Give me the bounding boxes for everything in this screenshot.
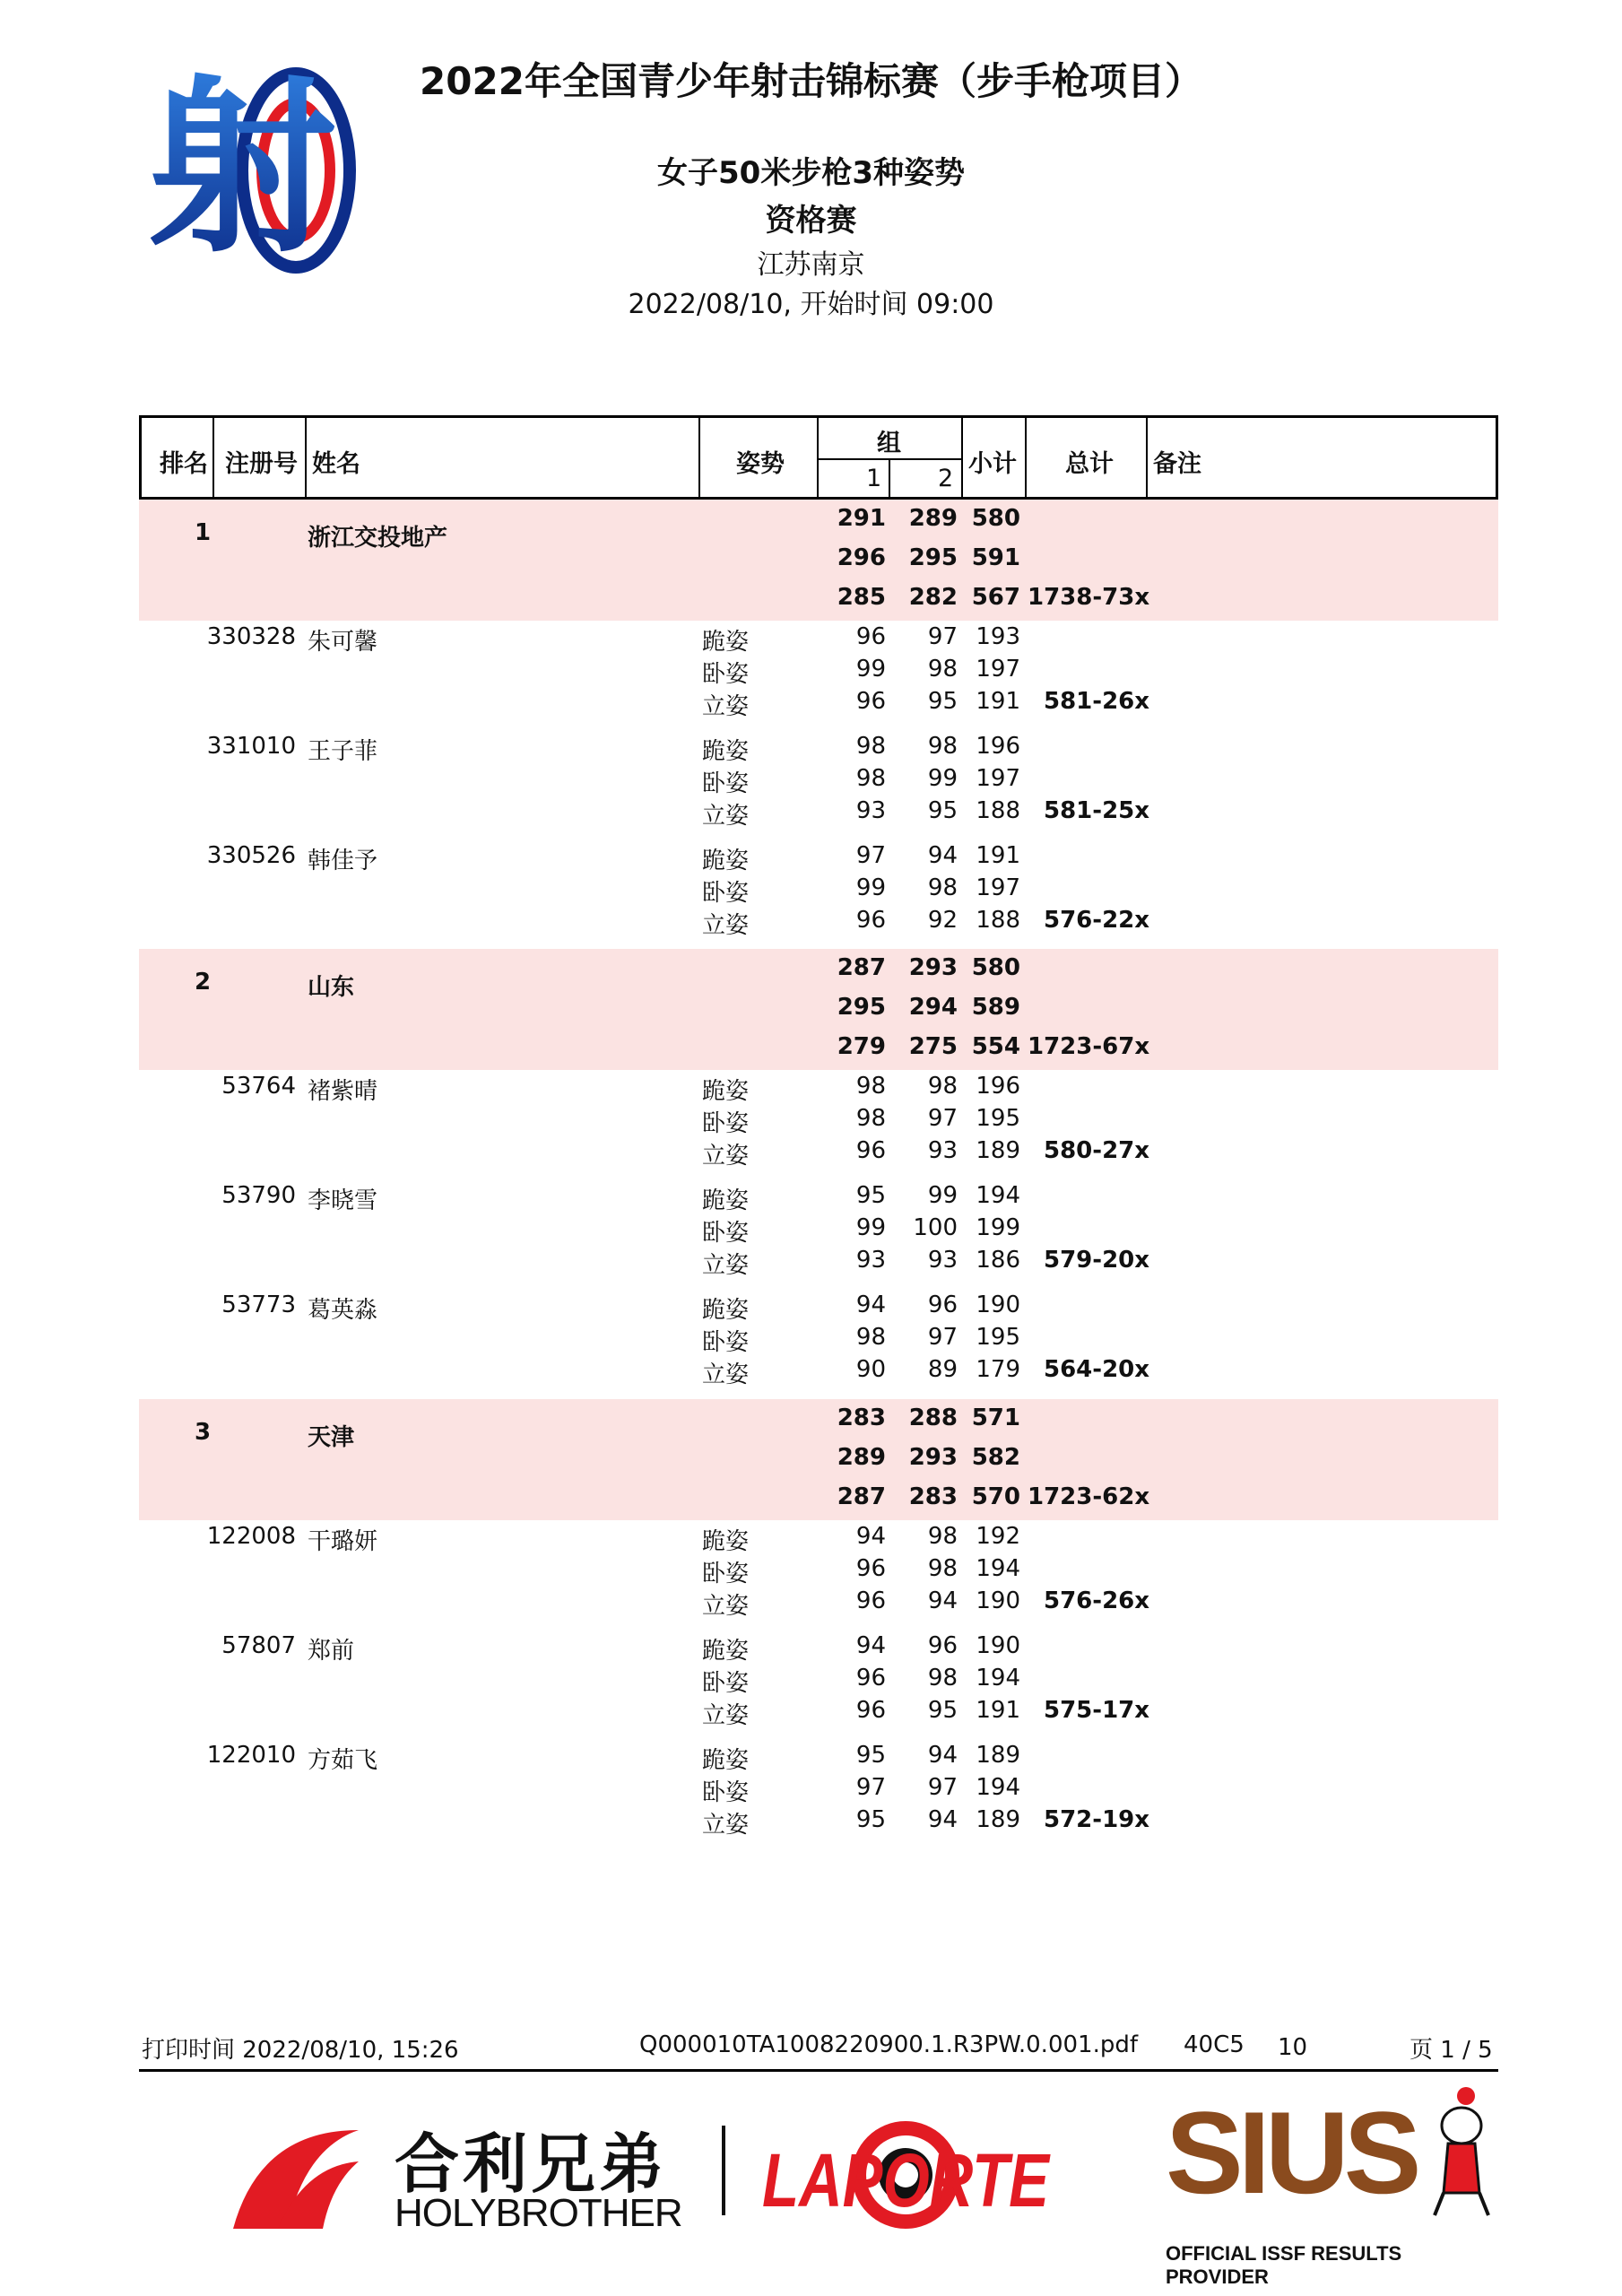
athlete-name: 李晓雪 — [308, 1187, 378, 1214]
team-g1: 287 — [837, 954, 886, 981]
athlete-position: 跪姿 — [702, 1747, 750, 1774]
athlete-position: 跪姿 — [702, 1078, 750, 1105]
team-subtotal: 571 — [971, 1405, 1020, 1431]
athlete-position: 立姿 — [702, 693, 750, 720]
athlete-g1: 99 — [855, 874, 886, 901]
athlete-reg: 53764 — [221, 1073, 296, 1100]
athlete-g1: 97 — [855, 842, 886, 869]
athlete-subtotal: 197 — [976, 874, 1020, 901]
athlete-subtotal: 194 — [976, 1665, 1020, 1692]
athlete-g1: 99 — [855, 656, 886, 683]
team-g1: 285 — [837, 584, 886, 611]
athlete-total: 575-17x — [1044, 1697, 1150, 1724]
team-total: 1723-62x — [1028, 1483, 1150, 1510]
col-group: 组 — [877, 430, 901, 457]
team-g1: 287 — [837, 1483, 886, 1510]
athlete-g2: 98 — [927, 733, 958, 760]
athlete-name: 郑前 — [308, 1638, 355, 1665]
athlete-total: 572-19x — [1044, 1806, 1150, 1833]
athlete-g1: 95 — [855, 1182, 886, 1209]
athlete-reg: 53773 — [221, 1292, 296, 1318]
athlete-g1: 96 — [855, 1137, 886, 1164]
holybrother-logo: 合利兄弟 HOLYBROTHER — [224, 2112, 708, 2238]
team-subtotal: 570 — [971, 1483, 1020, 1510]
athlete-g2: 92 — [927, 907, 958, 934]
athlete-g2: 97 — [927, 1774, 958, 1801]
athlete-subtotal: 190 — [976, 1587, 1020, 1614]
file-name: Q000010TA1008220900.1.R3PW.0.001.pdf — [639, 2031, 1138, 2058]
team-g2: 295 — [908, 544, 958, 571]
athlete-subtotal: 189 — [976, 1137, 1020, 1164]
athlete-subtotal: 188 — [976, 797, 1020, 824]
col-g1: 1 — [866, 465, 882, 492]
athlete-g1: 96 — [855, 1665, 886, 1692]
athlete-g2: 93 — [927, 1247, 958, 1274]
athlete-subtotal: 186 — [976, 1247, 1020, 1274]
athlete-subtotal: 188 — [976, 907, 1020, 934]
athlete-position: 跪姿 — [702, 848, 750, 874]
team-rank: 3 — [195, 1419, 212, 1446]
athlete-subtotal: 194 — [976, 1555, 1020, 1582]
athlete-reg: 53790 — [221, 1182, 296, 1209]
team-band — [139, 1399, 1498, 1520]
results-header — [139, 415, 1498, 500]
athlete-subtotal: 191 — [976, 842, 1020, 869]
athlete-g2: 98 — [927, 1073, 958, 1100]
team-g2: 289 — [908, 505, 958, 532]
athlete-name: 朱可馨 — [308, 629, 378, 656]
athlete-subtotal: 195 — [976, 1324, 1020, 1351]
doc-number: 10 — [1278, 2034, 1308, 2061]
athlete-position: 卧姿 — [702, 880, 750, 907]
athlete-subtotal: 199 — [976, 1214, 1020, 1241]
athlete-position: 跪姿 — [702, 1528, 750, 1555]
athlete-position: 卧姿 — [702, 661, 750, 688]
team-rank: 2 — [195, 969, 212, 996]
page-indicator: 页 1 / 5 — [1409, 2037, 1493, 2064]
athlete-g1: 94 — [855, 1523, 886, 1550]
athlete-name: 褚紫晴 — [308, 1078, 378, 1105]
logo-glyph: 射 — [148, 57, 337, 278]
athlete-reg: 330328 — [206, 623, 296, 650]
athlete-g1: 90 — [855, 1356, 886, 1383]
team-g2: 275 — [908, 1033, 958, 1060]
athlete-g2: 98 — [927, 656, 958, 683]
athlete-g2: 94 — [927, 1587, 958, 1614]
athlete-g1: 96 — [855, 1555, 886, 1582]
athlete-g2: 97 — [927, 1324, 958, 1351]
team-name: 山东 — [308, 974, 355, 1001]
athlete-name: 韩佳予 — [308, 848, 378, 874]
athlete-subtotal: 193 — [976, 623, 1020, 650]
athlete-position: 卧姿 — [702, 1329, 750, 1356]
athlete-total: 576-26x — [1044, 1587, 1150, 1614]
athlete-g1: 96 — [855, 623, 886, 650]
athlete-g2: 98 — [927, 1555, 958, 1582]
col-total: 总计 — [1065, 450, 1114, 478]
athlete-total: 581-25x — [1044, 797, 1150, 824]
athlete-position: 立姿 — [702, 1812, 750, 1839]
athlete-total: 576-22x — [1044, 907, 1150, 934]
phase-name: 资格赛 — [765, 203, 857, 239]
team-subtotal: 591 — [971, 544, 1020, 571]
athlete-position: 跪姿 — [702, 738, 750, 765]
athlete-g2: 97 — [927, 1105, 958, 1132]
athlete-g2: 95 — [927, 688, 958, 715]
athlete-g1: 98 — [855, 733, 886, 760]
team-rank: 1 — [195, 519, 212, 546]
athlete-g1: 95 — [855, 1742, 886, 1769]
athlete-g1: 93 — [855, 797, 886, 824]
athlete-subtotal: 190 — [976, 1292, 1020, 1318]
athlete-name: 王子菲 — [308, 738, 378, 765]
athlete-g2: 100 — [913, 1214, 958, 1241]
athlete-name: 方茹飞 — [308, 1747, 378, 1774]
team-name: 浙江交投地产 — [308, 525, 448, 552]
athlete-g1: 96 — [855, 688, 886, 715]
athlete-name: 干璐妍 — [308, 1528, 378, 1555]
event-name: 女子50米步枪3种姿势 — [657, 155, 965, 191]
athlete-g2: 95 — [927, 797, 958, 824]
mascot-icon — [1426, 2085, 1497, 2220]
team-band — [139, 949, 1498, 1070]
athlete-g2: 96 — [927, 1632, 958, 1659]
athlete-position: 立姿 — [702, 1252, 750, 1279]
athlete-reg: 330526 — [206, 842, 296, 869]
team-g1: 279 — [837, 1033, 886, 1060]
athlete-subtotal: 191 — [976, 1697, 1020, 1724]
athlete-position: 卧姿 — [702, 1670, 750, 1697]
athlete-g1: 93 — [855, 1247, 886, 1274]
sius-logo: SIUS OFFICIAL ISSF RESULTS PROVIDER — [1166, 2085, 1506, 2274]
team-subtotal: 580 — [971, 505, 1020, 532]
athlete-reg: 57807 — [221, 1632, 296, 1659]
team-g2: 283 — [908, 1483, 958, 1510]
footer-divider — [139, 2069, 1498, 2072]
athlete-subtotal: 190 — [976, 1632, 1020, 1659]
col-reg: 注册号 — [225, 450, 298, 478]
athlete-position: 跪姿 — [702, 629, 750, 656]
athlete-g1: 99 — [855, 1214, 886, 1241]
athlete-subtotal: 191 — [976, 688, 1020, 715]
athlete-g1: 98 — [855, 1324, 886, 1351]
athlete-total: 581-26x — [1044, 688, 1150, 715]
athlete-g1: 96 — [855, 1697, 886, 1724]
athlete-subtotal: 197 — [976, 656, 1020, 683]
sponsor-divider — [722, 2126, 725, 2215]
athlete-subtotal: 189 — [976, 1742, 1020, 1769]
athlete-reg: 122010 — [206, 1742, 296, 1769]
page-title: 2022年全国青少年射击锦标赛（步手枪项目） — [420, 59, 1202, 103]
athlete-g2: 94 — [927, 1742, 958, 1769]
athlete-position: 跪姿 — [702, 1187, 750, 1214]
team-band — [139, 500, 1498, 621]
col-subtotal: 小计 — [968, 450, 1017, 478]
athlete-g1: 98 — [855, 765, 886, 792]
laporte-logo — [753, 2112, 1067, 2238]
athlete-g2: 99 — [927, 765, 958, 792]
athlete-g1: 98 — [855, 1105, 886, 1132]
team-g1: 283 — [837, 1405, 886, 1431]
team-subtotal: 554 — [971, 1033, 1020, 1060]
athlete-g1: 97 — [855, 1774, 886, 1801]
col-remarks: 备注 — [1153, 450, 1201, 478]
svg-text:LAPORTE: LAPORTE — [762, 2138, 1052, 2222]
athlete-position: 立姿 — [702, 1143, 750, 1170]
athlete-g1: 96 — [855, 907, 886, 934]
team-subtotal: 580 — [971, 954, 1020, 981]
athlete-position: 立姿 — [702, 803, 750, 830]
location: 江苏南京 — [757, 249, 865, 281]
print-time: 打印时间 2022/08/10, 15:26 — [142, 2037, 459, 2064]
athlete-g2: 95 — [927, 1697, 958, 1724]
athlete-g2: 93 — [927, 1137, 958, 1164]
athlete-position: 卧姿 — [702, 1561, 750, 1587]
athlete-position: 卧姿 — [702, 1110, 750, 1137]
date-time: 2022/08/10, 开始时间 09:00 — [628, 289, 994, 320]
team-g1: 295 — [837, 994, 886, 1021]
athlete-reg: 122008 — [206, 1523, 296, 1550]
athlete-g2: 98 — [927, 1665, 958, 1692]
athlete-total: 579-20x — [1044, 1247, 1150, 1274]
athlete-g2: 96 — [927, 1292, 958, 1318]
athlete-g2: 98 — [927, 874, 958, 901]
athlete-g2: 98 — [927, 1523, 958, 1550]
athlete-g1: 96 — [855, 1587, 886, 1614]
team-g1: 289 — [837, 1444, 886, 1471]
athlete-position: 卧姿 — [702, 770, 750, 797]
team-total: 1738-73x — [1028, 584, 1150, 611]
team-g2: 293 — [908, 954, 958, 981]
athlete-position: 立姿 — [702, 1361, 750, 1388]
athlete-subtotal: 192 — [976, 1523, 1020, 1550]
col-name: 姓名 — [312, 450, 360, 478]
athlete-position: 卧姿 — [702, 1220, 750, 1247]
athlete-subtotal: 196 — [976, 733, 1020, 760]
team-g1: 296 — [837, 544, 886, 571]
athlete-subtotal: 189 — [976, 1806, 1020, 1833]
athlete-position: 立姿 — [702, 1702, 750, 1729]
athlete-subtotal: 194 — [976, 1182, 1020, 1209]
athlete-g1: 95 — [855, 1806, 886, 1833]
athlete-subtotal: 195 — [976, 1105, 1020, 1132]
athlete-subtotal: 194 — [976, 1774, 1020, 1801]
athlete-g2: 99 — [927, 1182, 958, 1209]
team-subtotal: 582 — [971, 1444, 1020, 1471]
athlete-subtotal: 196 — [976, 1073, 1020, 1100]
athlete-position: 卧姿 — [702, 1779, 750, 1806]
athlete-g2: 94 — [927, 1806, 958, 1833]
team-total: 1723-67x — [1028, 1033, 1150, 1060]
athlete-position: 立姿 — [702, 912, 750, 939]
athlete-g1: 94 — [855, 1292, 886, 1318]
athlete-position: 立姿 — [702, 1593, 750, 1620]
team-subtotal: 589 — [971, 994, 1020, 1021]
team-name: 天津 — [308, 1424, 355, 1451]
athlete-total: 580-27x — [1044, 1137, 1150, 1164]
athlete-subtotal: 197 — [976, 765, 1020, 792]
team-g2: 282 — [908, 584, 958, 611]
athlete-g1: 98 — [855, 1073, 886, 1100]
athlete-g2: 94 — [927, 842, 958, 869]
team-g2: 288 — [908, 1405, 958, 1431]
col-rank: 排名 — [160, 450, 208, 478]
team-g1: 291 — [837, 505, 886, 532]
team-subtotal: 567 — [971, 584, 1020, 611]
athlete-g2: 97 — [927, 623, 958, 650]
athlete-g1: 94 — [855, 1632, 886, 1659]
athlete-subtotal: 179 — [976, 1356, 1020, 1383]
athlete-g2: 89 — [927, 1356, 958, 1383]
col-g2: 2 — [938, 465, 954, 492]
col-position: 姿势 — [736, 450, 785, 478]
athlete-reg: 331010 — [206, 733, 296, 760]
athlete-total: 564-20x — [1044, 1356, 1150, 1383]
athlete-position: 跪姿 — [702, 1297, 750, 1324]
athlete-position: 跪姿 — [702, 1638, 750, 1665]
team-g2: 294 — [908, 994, 958, 1021]
athlete-name: 葛英淼 — [308, 1297, 378, 1324]
team-g2: 293 — [908, 1444, 958, 1471]
doc-code: 40C5 — [1184, 2031, 1245, 2058]
